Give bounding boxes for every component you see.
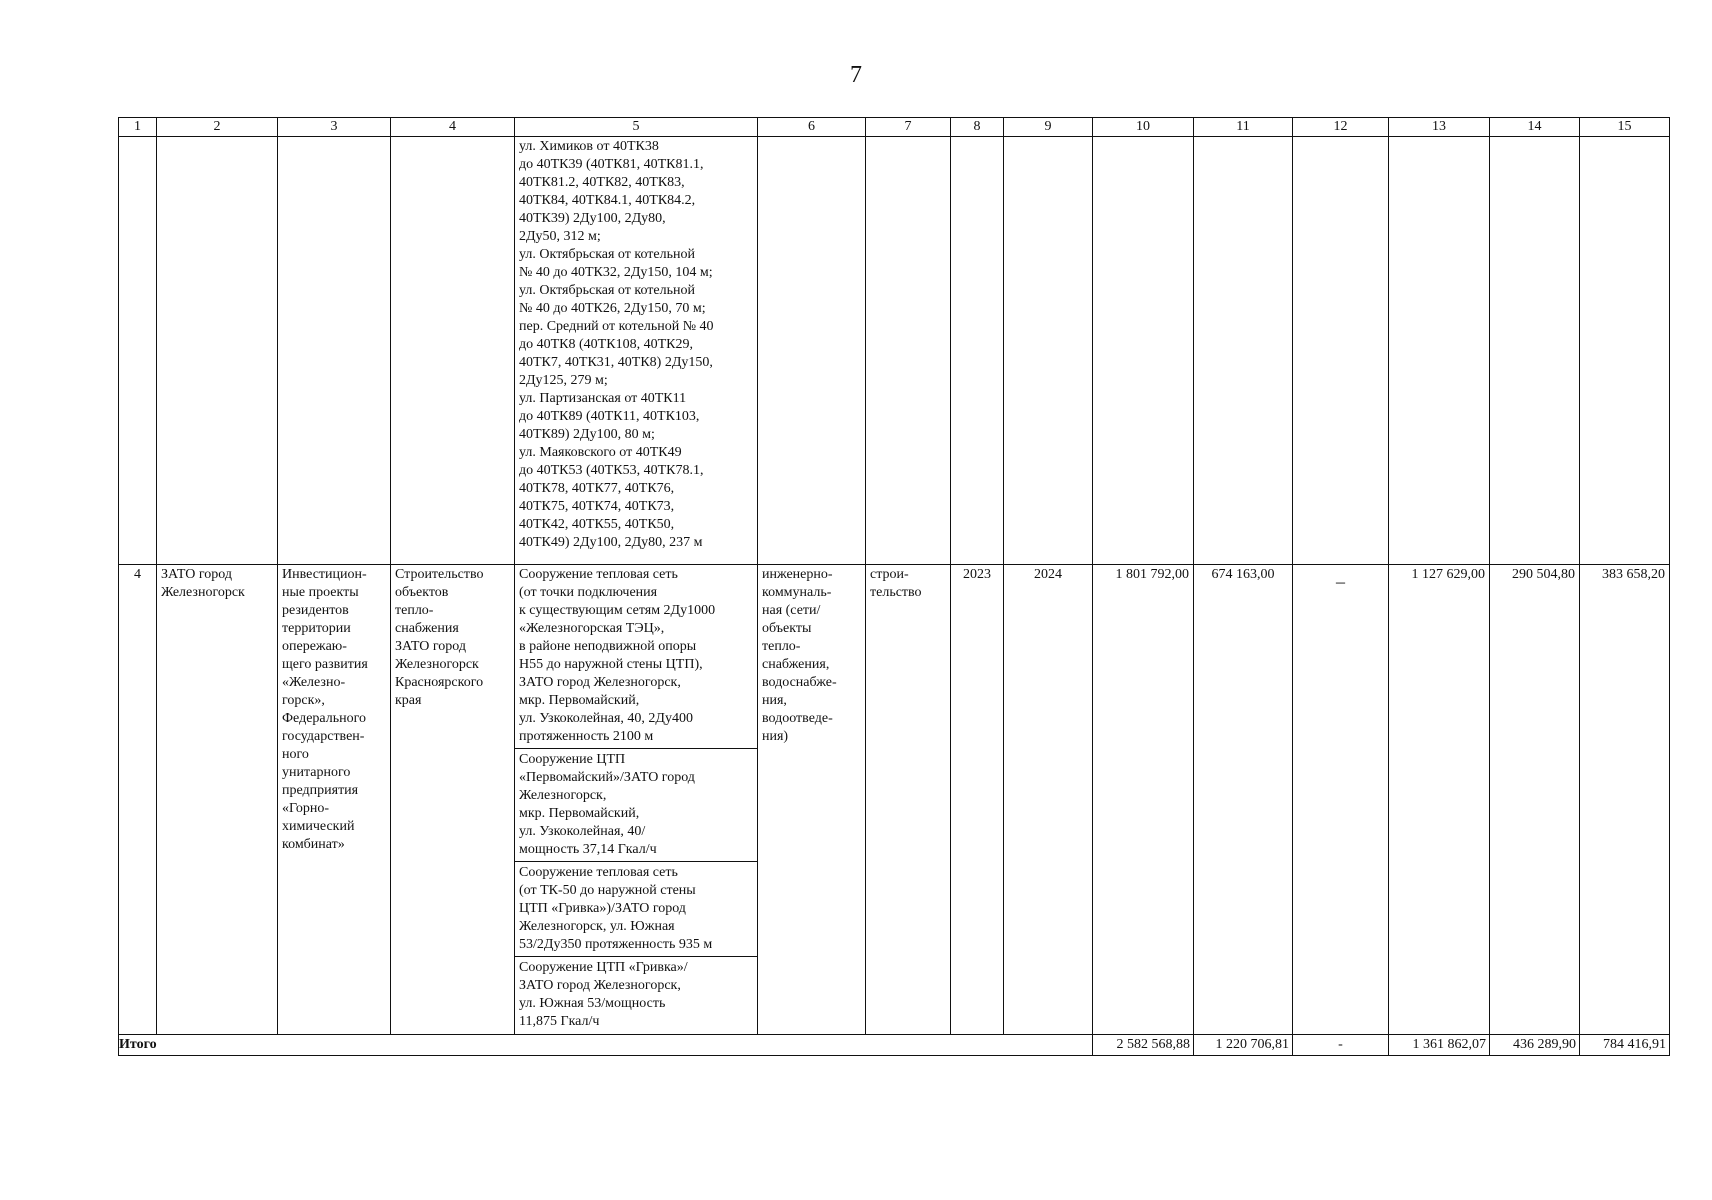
text-line: 40ТК89) 2Ду100, 80 м;	[519, 427, 655, 442]
text-line: «Железно-	[282, 675, 346, 690]
municipality-cell	[157, 565, 278, 1035]
text-line: (от ТК-50 до наружной стены	[519, 883, 696, 898]
cell	[1293, 137, 1389, 565]
column-header-11: 11	[1194, 118, 1293, 137]
text-line: тепло-	[762, 639, 801, 654]
investment-projects-table	[118, 117, 1670, 1056]
text-line: тельство	[870, 585, 922, 600]
column-header-13: 13	[1389, 118, 1490, 137]
text-line: ул. Южная 53/мощность	[519, 996, 666, 1011]
text-line: ул. Маяковского от 40ТК49	[519, 445, 682, 460]
cell	[1490, 137, 1580, 565]
text-line: комбинат»	[282, 837, 345, 852]
column-header-7: 7	[866, 118, 951, 137]
column-header-1: 1	[119, 118, 157, 137]
text-line: 40ТК39) 2Ду100, 2Ду80,	[519, 211, 666, 226]
text-line: строи-	[870, 567, 909, 582]
cell	[758, 137, 866, 565]
text-line: «Первомайский»/ЗАТО город	[519, 770, 695, 785]
end-year-cell: 2024	[1004, 565, 1093, 1035]
column-header-12: 12	[1293, 118, 1389, 137]
column-header-15: 15	[1580, 118, 1670, 137]
text-line: предприятия	[282, 783, 359, 798]
text-line: Федерального	[282, 711, 367, 726]
text-line: ул. Химиков от 40ТК38	[519, 139, 659, 154]
object-description-cell	[515, 137, 758, 565]
text-line: ная (сети/	[762, 603, 821, 618]
text-line: Железногорск	[395, 657, 479, 672]
text-line: 40ТК7, 40ТК31, 40ТК8) 2Ду150,	[519, 355, 713, 370]
text-line: ул. Октябрьская от котельной	[519, 247, 695, 262]
text-line: Железногорск, ул. Южная	[519, 919, 675, 934]
object-list-cell	[515, 565, 758, 1035]
cell	[951, 137, 1004, 565]
text-line: (от точки подключения	[519, 585, 658, 600]
total-col15: 784 416,91	[1580, 1035, 1670, 1056]
text-line: № 40 до 40ТК26, 2Ду150, 70 м;	[519, 301, 706, 316]
text-line: щего развития	[282, 657, 368, 672]
object-item	[515, 957, 757, 1033]
cell	[1389, 137, 1490, 565]
text-line: Сооружение ЦТП «Гривка»/	[519, 960, 688, 975]
cell	[1580, 137, 1670, 565]
text-line: 2Ду50, 312 м;	[519, 229, 601, 244]
text-line: до 40ТК8 (40ТК108, 40ТК29,	[519, 337, 693, 352]
total-col11: 1 220 706,81	[1194, 1035, 1293, 1056]
text-line: к существующим сетям 2Ду1000	[519, 603, 716, 618]
total-label: Итого	[119, 1035, 1093, 1056]
text-line: снабжения	[395, 621, 459, 636]
text-line: Красноярского	[395, 675, 484, 690]
text-line: коммуналь-	[762, 585, 832, 600]
text-line: 40ТК49) 2Ду100, 2Ду80, 237 м	[519, 535, 703, 550]
text-line: химический	[282, 819, 355, 834]
text-line: ЦТП «Гривка»)/ЗАТО город	[519, 901, 686, 916]
cost-col11-cell: 674 163,00	[1194, 565, 1293, 1035]
cell	[278, 137, 391, 565]
text-line: ЗАТО город	[395, 639, 466, 654]
text-line: ул. Узкоколейная, 40/	[519, 824, 646, 839]
column-header-5: 5	[515, 118, 758, 137]
purpose-cell	[391, 565, 515, 1035]
text-line: снабжения,	[762, 657, 830, 672]
text-line: до 40ТК89 (40ТК11, 40ТК103,	[519, 409, 700, 424]
project-name-cell	[278, 565, 391, 1035]
text-line: мкр. Первомайский,	[519, 693, 640, 708]
total-row	[119, 1035, 1670, 1056]
column-number-row	[119, 118, 1670, 137]
table-row-continuation	[119, 137, 1670, 565]
column-header-9: 9	[1004, 118, 1093, 137]
text-line: Строительство	[395, 567, 484, 582]
column-header-2: 2	[157, 118, 278, 137]
column-header-14: 14	[1490, 118, 1580, 137]
text-line: 11,875 Гкал/ч	[519, 1014, 600, 1029]
total-col12: -	[1293, 1035, 1389, 1056]
text-line: 2Ду125, 279 м;	[519, 373, 608, 388]
text-line: в районе неподвижной опоры	[519, 639, 697, 654]
cell	[157, 137, 278, 565]
object-type-cell	[758, 565, 866, 1035]
text-line: Инвестицион-	[282, 567, 367, 582]
text-line: «Железногорская ТЭЦ»,	[519, 621, 665, 636]
column-header-4: 4	[391, 118, 515, 137]
page-number: 7	[850, 62, 862, 88]
text-line: водоснабже-	[762, 675, 837, 690]
text-line: пер. Средний от котельной № 40	[519, 319, 714, 334]
text-line: ул. Узкоколейная, 40, 2Ду400	[519, 711, 693, 726]
text-line: 40ТК42, 40ТК55, 40ТК50,	[519, 517, 675, 532]
text-line: Сооружение ЦТП	[519, 752, 626, 767]
object-item	[515, 862, 757, 957]
start-year-cell: 2023	[951, 565, 1004, 1035]
text-line: № 40 до 40ТК32, 2Ду150, 104 м;	[519, 265, 713, 280]
total-col14: 436 289,90	[1490, 1035, 1580, 1056]
text-line: ного	[282, 747, 309, 762]
text-line: Сооружение тепловая сеть	[519, 567, 678, 582]
column-header-10: 10	[1093, 118, 1194, 137]
text-line: ные проекты	[282, 585, 359, 600]
text-line: протяженность 2100 м	[519, 729, 654, 744]
text-line: горск»,	[282, 693, 325, 708]
total-col10: 2 582 568,88	[1093, 1035, 1194, 1056]
text-line: 40ТК81.2, 40ТК82, 40ТК83,	[519, 175, 685, 190]
column-header-8: 8	[951, 118, 1004, 137]
text-line: водоотведе-	[762, 711, 833, 726]
text-line: края	[395, 693, 422, 708]
text-line: унитарного	[282, 765, 351, 780]
text-line: до 40ТК53 (40ТК53, 40ТК78.1,	[519, 463, 704, 478]
text-line: Железногорск,	[519, 788, 607, 803]
column-header-6: 6	[758, 118, 866, 137]
cost-col12-cell: _	[1293, 565, 1389, 1035]
text-line: ния,	[762, 693, 787, 708]
cost-col13-cell: 1 127 629,00	[1389, 565, 1490, 1035]
text-line: объекты	[762, 621, 812, 636]
text-line: ул. Октябрьская от котельной	[519, 283, 695, 298]
text-line: инженерно-	[762, 567, 833, 582]
text-line: ЗАТО город Железногорск,	[519, 675, 681, 690]
cell	[391, 137, 515, 565]
text-line: «Горно-	[282, 801, 330, 816]
cell	[119, 137, 157, 565]
text-line: мощность 37,14 Гкал/ч	[519, 842, 657, 857]
text-line: территории	[282, 621, 351, 636]
text-line: 40ТК84, 40ТК84.1, 40ТК84.2,	[519, 193, 696, 208]
text-line: ЗАТО город	[161, 567, 232, 582]
text-line: объектов	[395, 585, 449, 600]
text-line: мкр. Первомайский,	[519, 806, 640, 821]
text-line: Н55 до наружной стены ЦТП),	[519, 657, 703, 672]
object-item	[515, 749, 757, 862]
text-line: ЗАТО город Железногорск,	[519, 978, 681, 993]
column-header-3: 3	[278, 118, 391, 137]
text-line: до 40ТК39 (40ТК81, 40ТК81.1,	[519, 157, 704, 172]
cell	[1093, 137, 1194, 565]
cell	[866, 137, 951, 565]
table-row-4	[119, 565, 1670, 1035]
text-line: ния)	[762, 729, 789, 744]
text-line: 53/2Ду350 протяженность 935 м	[519, 937, 713, 952]
text-line: тепло-	[395, 603, 434, 618]
total-col13: 1 361 862,07	[1389, 1035, 1490, 1056]
text-line: опережаю-	[282, 639, 347, 654]
text-line: Железногорск	[161, 585, 245, 600]
total-cost-cell: 1 801 792,00	[1093, 565, 1194, 1035]
cell	[1004, 137, 1093, 565]
text-line: 40ТК78, 40ТК77, 40ТК76,	[519, 481, 675, 496]
text-line: государствен-	[282, 729, 365, 744]
text-line: ул. Партизанская от 40ТК11	[519, 391, 687, 406]
text-line: 40ТК75, 40ТК74, 40ТК73,	[519, 499, 675, 514]
cell	[1194, 137, 1293, 565]
text-line: резидентов	[282, 603, 349, 618]
text-line: Сооружение тепловая сеть	[519, 865, 678, 880]
cost-col15-cell: 383 658,20	[1580, 565, 1670, 1035]
row-number: 4	[119, 565, 157, 1035]
work-type-cell	[866, 565, 951, 1035]
object-item	[515, 566, 757, 749]
cost-col14-cell: 290 504,80	[1490, 565, 1580, 1035]
